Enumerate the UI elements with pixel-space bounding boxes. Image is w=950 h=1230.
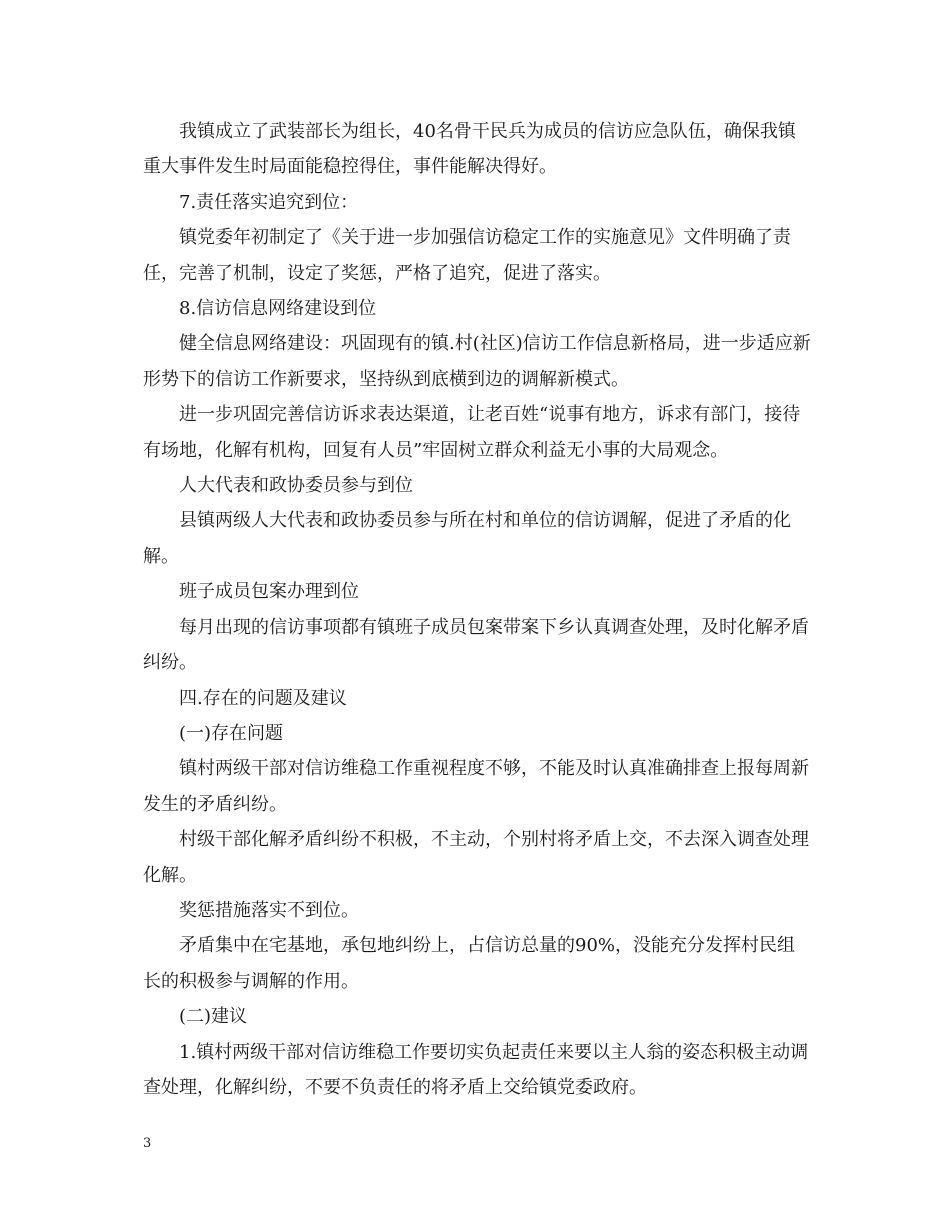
heading-leadership-cases: 班子成员包案办理到位 bbox=[179, 581, 359, 603]
paragraph-deputies: 县镇两级人大代表和政协委员参与所在村和单位的信访调解，促进了矛盾的化解。 bbox=[143, 510, 791, 567]
paragraph-channels: 进一步巩固完善信访诉求表达渠道，让老百姓“说事有地方，诉求有部门，接待有场地，化解有机构，回复有人员”牢固树立群众利益无小事的大局观念。 bbox=[143, 404, 801, 461]
paragraph-militia-team: 我镇成立了武装部长为组长，40名骨干民兵为成员的信访应急队伍，确保我镇重大事件发生时局面能稳控得住，事件能解决得好。 bbox=[143, 121, 796, 178]
heading-problems-suggestions: 四.存在的问题及建议 bbox=[179, 687, 347, 709]
paragraph-problem-land: 矛盾集中在宅基地，承包地纠纷上，占信访总量的90%，没能充分发挥村民组长的积极参与调解的作用。 bbox=[143, 935, 796, 992]
paragraph-network-building: 健全信息网络建设：巩固现有的镇.村(社区)信访工作信息新格局，进一步适应新形势下的信访工作新要求，坚持纵到底横到边的调解新模式。 bbox=[143, 333, 811, 390]
heading-deputies: 人大代表和政协委员参与到位 bbox=[179, 475, 413, 497]
heading-responsibility: 7.责任落实追究到位： bbox=[179, 191, 359, 213]
paragraph-problem-village: 村级干部化解矛盾纠纷不积极，不主动，个别村将矛盾上交，不去深入调查处理化解。 bbox=[143, 829, 809, 886]
heading-info-network: 8.信访信息网络建设到位 bbox=[179, 298, 377, 320]
paragraph-implementation-opinion: 镇党委年初制定了《关于进一步加强信访稳定工作的实施意见》文件明确了责任，完善了机制，设定了奖惩，严格了追究，促进了落实。 bbox=[143, 227, 791, 284]
document-body bbox=[143, 114, 811, 1105]
heading-suggestions: (二)建议 bbox=[179, 1006, 248, 1028]
paragraph-leadership-cases: 每月出现的信访事项都有镇班子成员包案带案下乡认真调查处理，及时化解矛盾纠纷。 bbox=[143, 616, 809, 674]
paragraph-problem-attention: 镇村两级干部对信访维稳工作重视程度不够，不能及时认真准确排查上报每周新发生的矛盾纠纷。 bbox=[143, 758, 809, 815]
heading-problems: (一)存在问题 bbox=[179, 722, 284, 744]
paragraph-problem-incentives: 奖惩措施落实不到位。 bbox=[179, 899, 359, 921]
page-number: 3 bbox=[143, 1136, 152, 1151]
paragraph-suggestion-1: 1.镇村两级干部对信访维稳工作要切实负起责任来要以主人翁的姿态积极主动调查处理，化解纠纷，不要不负责任的将矛盾上交给镇党委政府。 bbox=[143, 1041, 809, 1098]
